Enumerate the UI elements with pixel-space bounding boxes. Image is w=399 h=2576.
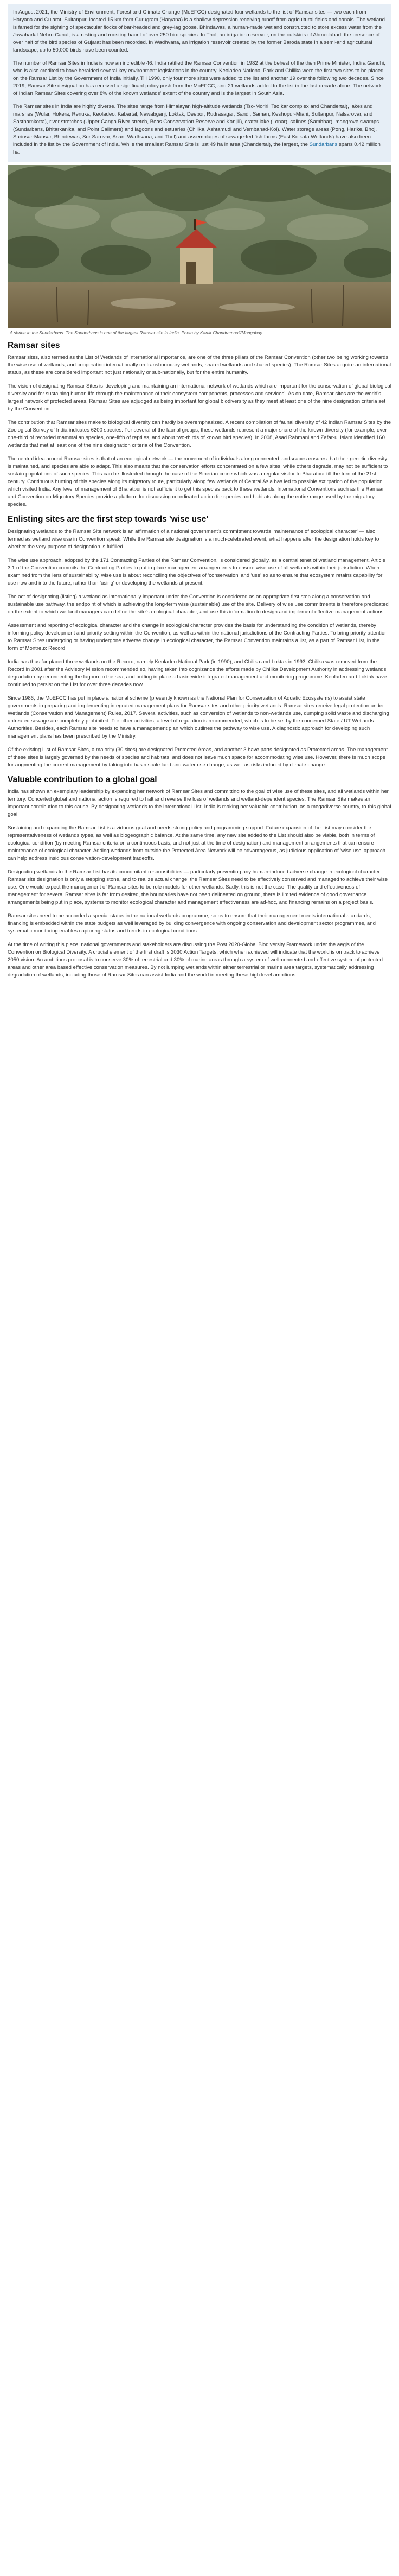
section-heading-ramsar-sites: Ramsar sites	[8, 340, 60, 350]
body-paragraph: Of the existing List of Ramsar Sites, a majority (30 sites) are designated Protected Areas, and another 3 have parts designated as Protected areas. The management of these sites is largely governed by the needs of species and habitats, and does not leave much space for accommodating wise use. However, there is much scope for augmenting the current management by taking into basin scale land and water use change, as well as risks induced by climate change.	[8, 746, 388, 768]
section-heading-wise-use: Enlisting sites are the first step towards 'wise use'	[8, 515, 209, 524]
body-paragraph: Ramsar sites need to be accorded a special status in the national wetlands programme, so as to ensure that their management meets international standards, financing is embedded within the state budgets as well leveraged by building convergence with ongoing conservation and development sector programmes, and systematic monitoring enables capturing status and trends in ecological conditions.	[8, 913, 376, 935]
intro-paragraph-text: The Ramsar sites in India are highly diverse. The sites range from Himalayan high-altitude wetlands (Tso-Moriri, Tso kar complex and Chandertal), lakes and marshes (Wular, Hokera, Renuka, Keoladeo, Kabartal, Nawabganj, Loktak, Deepor, Rudrasagar, Sandi, Saman, Keshopur-Miani, Sultanpur, Nalsarovar, and Sasthamkotta), river stretches (Upper Ganga River stretch, Beas Conservation Reserve and Kanjili), crater lake (Lonar), salines (Sambhar), mangrove swamps (Sundarbans, Bhitarkanika, and Point Calimere) and lagoons and estuaries (Chilika, Ashtamudi and Vembanad-Kol). Water storage areas (Pong, Harike, Bhoj, Surinsar-Mansar, Bhindewas, Sur Sarovar, Asan, Wadhvana, and Thol) and assemblages of sewage-fed fish farms (East Kolkata Wetlands) have also been included in the list by the Government of India. While the smallest Ramsar Site is just 49 ha in area (Chandertal), the largest, the	[13, 104, 379, 148]
intro-box	[8, 4, 391, 162]
body-paragraph: Designating wetlands to the Ramsar Site network is an affirmation of a national government's commitment towards 'maintenance of ecological character' — also termed as wetland wise use in Convention speak. While the Ramsar site designation is a much-celebrated event, what happens after the designation holds key to whether the very purpose of designation is fulfilled.	[8, 528, 379, 550]
sundarbans-link[interactable]: Sundarbans	[309, 142, 338, 148]
body-paragraph: At the time of writing this piece, national governments and stakeholders are discussing the Post 2020-Global Biodiversity Framework under the aegis of the Convention on Biological Diversity. A crucial element of the first draft is 2030 Action Targets, which when achieved will indicate that the world is on track to achieve 2050 vision. An ambitious proposal is to conserve 30% of terrestrial and 30% of marine areas through a system of well-connected and effective system of protected areas and other area based effective conservation measures. By not lumping wetlands within either terrestrial or marine area targets, systematically addressing degradation of wetlands, including those of Ramsar Sites can assist India and the world in meeting these high level ambitions.	[8, 942, 383, 979]
section-heading-global-goal: Valuable contribution to a global goal	[8, 775, 157, 784]
intro-paragraph-suffix: spans 0.42 million ha.	[13, 142, 381, 155]
body-paragraph: The contribution that Ramsar sites make to biological diversity can hardly be overemphasized. A recent compilation of faunal diversity of 42 Indian Ramsar Sites by the Zoological Survey of India indicates 6200 species. For several of the faunal groups, these wetlands represent a major share of the known diversity (for example, over one-third of recorded mammalian species, one-fifth of reptiles, and about two-thirds of known bird species). In 2008, Asad Rahmani and Zafar-ul Islam identified 160 wetlands that met at least one of the nine designation criteria of the Convention.	[8, 420, 391, 449]
intro-paragraph	[13, 103, 386, 156]
body-paragraph: Assessment and reporting of ecological character and the change in ecological character provides the basis for understanding the condition of wetlands, thereby informing policy development and priority setting within the Convention, as well as within the national jurisdictions of the Contracting Parties. To bring priority attention to Ramsar Sites undergoing or having undergone adverse change in ecological character, the Ramsar Convention maintains a list, as a part of Ramsar List, in the form of Montreux Record.	[8, 622, 388, 651]
body-paragraph: The wise use approach, adopted by the 171 Contracting Parties of the Ramsar Convention, is considered globally, as a central tenet of wetland management. Article 3.1 of the Convention commits the Contracting Parties to put in place management arrangements to ensure wise use of all wetlands within their jurisdiction. When examined from the lens of sustainability, wise use is about reconciling the objectives of 'conservation' and 'use' so as to ensure that ecosystem retains capability for use now and into the future, rather than 'using' or developing the wetlands at present.	[8, 557, 385, 586]
body-paragraph: India has thus far placed three wetlands on the Record, namely Keoladeo National Park (in 1990), and Chilika and Loktak in 1993. Chilika was removed from the Record in 2001 after the Advisory Mission recommended so, having taken into cognizance the efforts made by Chilika Development Authority in addressing wetlands degradation by reconnecting the lagoon to the sea, and putting in place a basin-wide integrated management and monitoring programme. Keoladeo and Loktak have continued to persist on the List for over three decades now.	[8, 658, 387, 688]
body-paragraph: Designating wetlands to the Ramsar List has its concomitant responsibilities — particularly preventing any human-induced adverse change in ecological character. Ramsar site designation is only a stepping stone, and to realize actual change, the Ramsar Sites need to be effectively conserved and managed to achieve their wise use. One would expect the management of Ramsar sites to be role models for other wetlands. Sadly, this is not the case. The quality and effectiveness of management for several Ramsar sites is far from desired, the boundaries have not been delineated on ground, there is limited evidence of good governance arrangements being put in place, systems to monitor ecological character and management effectiveness are ad-hoc, and financing remains on a project basis.	[8, 869, 388, 906]
article	[0, 0, 399, 998]
body-paragraph: The vision of designating Ramsar Sites is 'developing and maintaining an international network of wetlands which are important for the conservation of global biological diversity and for sustaining human life through the maintenance of their ecosystem components, processes and services'. As on date, Ramsar sites are the world's largest network of protected areas. Ramsar Sites are adjudged as being important for global biodiversity as they meet at least one of the nine designation criteria set by the Convention.	[8, 383, 391, 413]
body-paragraph: The act of designating (listing) a wetland as internationally important under the Convention is considered as an appropriate first step along a conservation and sustainable use pathway, the endpoint of which is achieving the long-term wise (sustainable) use of the site. Delivery of wise use commitments is therefore predicated on the extent to which wetland managers can define the site's ecological character, and use this information to design and implement effective management actions.	[8, 593, 389, 615]
body-paragraph: India has shown an exemplary leadership by expanding her network of Ramsar Sites and committing to the goal of wise use of these sites, and all wetlands within her territory. Concerted global and national action is required to halt and reverse the loss of wetlands and wetland-dependent species. The Ramsar Site makes an important contribution to this cause. By designating wetlands to the International List, India is making her valuable contribution, as a megadiverse country, to this global goal.	[8, 789, 391, 818]
body-paragraph: The central idea around Ramsar sites is that of an ecological network — the movement of individuals along connected landscapes ensures that their genetic diversity is maintained, and species are able to adapt. This also means that the conservation efforts concentrated on a few sites, while others degrade, may not be sufficient to sustain populations of such species. This can be illustrated through the case of the Siberian crane which was a regular visitor to Bharatpur till the turn of the 21st century. Continuous hunting of this species along its migratory route, particularly along few wetlands of Central Asia has led to possible extirpation of the population which visited India. Any level of management of Bharatpur is not sufficient to get this species back to these wetlands. International Conventions such as the Ramsar and Convention on Migratory Species provide a platform for discussing coordinated action for species and habitats along the entire range used by the migratory species.	[8, 456, 388, 508]
intro-paragraph: The number of Ramsar Sites in India is now an incredible 46. India ratified the Ramsar Convention in 1982 at the behest of the then Prime Minister, Indira Gandhi, who is also credited to have heralded several key environment legislations in the country. Keoladeo National Park and Chilika were the first two sites to be placed on the Ramsar List by the Government of India initially. Till 1990, only four more sites were added to the list and another 19 over the following two decades. Since 2019, Ramsar Site designation has received a significant policy push from the MoEFCC, and 21 wetlands added to the list in the last decade alone. The network of Indian Ramsar Sites covering over 8% of the known wetlands' extent of the country and is the largest in South Asia.	[13, 60, 385, 97]
intro-paragraph: In August 2021, the Ministry of Environment, Forest and Climate Change (MoEFCC) designated four wetlands to the list of Ramsar sites — two each from Haryana and Gujarat. Sultanpur, located 15 km from Gurugram (Haryana) is a shallow depression receiving runoff from agricultural fields and canals. The wetland is famed for the sighting of spectacular flocks of bar-headed and grey-lag goose. Bhindawas, a human-made wetland constructed to store excess water from the Jawaharlal Nehru Canal, is a resting and roosting haunt of over 250 bird species. In Thol, an irrigation reservoir, on the outskirts of Ahmedabad, the presence of over half of the bird species of Gujarat has been recorded. In Wadhvana, an irrigation reservoir created by the former Baroda state in a semi-arid agricultural landscape, up to 50,000 birds have been counted.	[13, 9, 385, 53]
body-paragraph: Sustaining and expanding the Ramsar List is a virtuous goal and needs strong policy and programming support. Future expansion of the List may consider the representativeness of wetlands types, as well as biogeographic balance. At the same time, any new site added to the List should also be viable, both in terms of ecological condition (by meeting Ramsar criteria on a continuous basis, and not just at the time of designation) and management arrangements that can ensure maintenance of ecological character. Adding wetlands from outside the Protected Area Network will be advantageous, as judicious application of 'wise use' approach can help address insidious conservation-development tradeoffs.	[8, 825, 385, 862]
photo-figure	[8, 165, 391, 337]
body-paragraph: Ramsar sites, also termed as the List of Wetlands of International Importance, are one of the three pillars of the Ramsar Convention (other two being working towards the wise use of wetlands, and cooperating internationally on transboundary wetlands, shared wetlands and shared species). The Ramsar Sites acquire an international status, as these are considered important not just nationally or sub-nationally, but for the entire humanity.	[8, 354, 391, 376]
photo-caption: A shrine in the Sunderbans. The Sunderbans is one of the largest Ramsar site in India. Photo by Kartik Chandramouli/Mongabay.	[10, 331, 263, 335]
sunderbans-shrine-photo	[8, 165, 391, 328]
body-paragraph: Since 1986, the MoEFCC has put in place a national scheme (presently known as the National Plan for Conservation of Aquatic Ecosystems) to assist state governments in preparing and implementing integrated management plans for Ramsar sites and other priority wetlands. Ramsar sites receive legal protection under Wetlands (Conservation and Management) Rules, 2017. Several activities, such as conversion of wetlands to non-wetlands use, dumping solid waste and discharging untreated sewage are completely prohibited. For other activities, a level of regulation is recommended, which is to be set by the concerned State / UT Wetlands Authorities. Besides, each Ramsar site needs to have a management plan which outlines the pathway to wise use. A diagnostic approach for developing such management plans has been prescribed by the Ministry.	[8, 695, 389, 739]
